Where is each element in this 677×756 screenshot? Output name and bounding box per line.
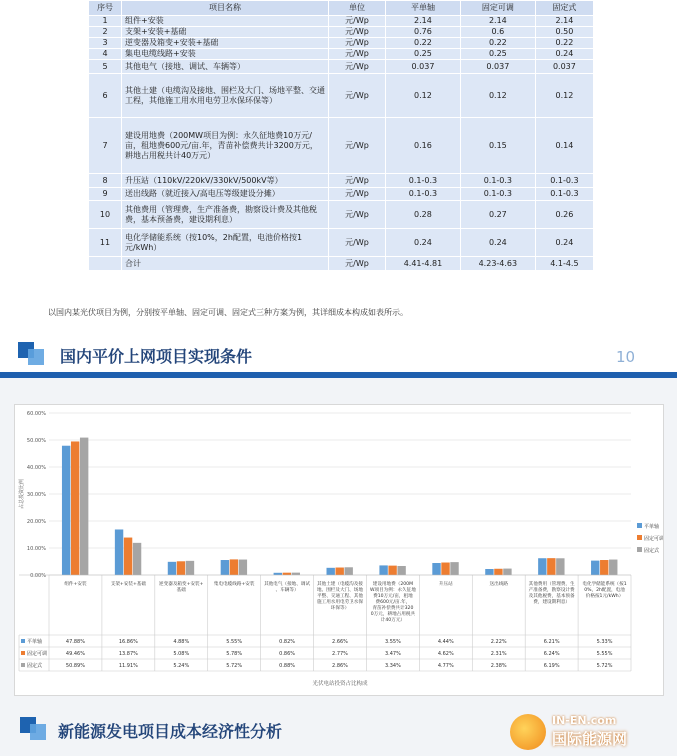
- row-name: 送出线路（就近接入/高电压等级建设分摊）: [122, 188, 329, 201]
- data-label: 5.78%: [226, 651, 243, 657]
- legend-swatch: [637, 523, 642, 528]
- legend-swatch: [637, 547, 642, 552]
- table-row: [89, 257, 594, 271]
- section-square-icon-accent: [30, 724, 46, 740]
- row-name: 升压站（110kV/220kV/330kV/500kV等）: [122, 174, 329, 188]
- row-value-a: 0.1-0.3: [386, 174, 461, 188]
- category-label: 其他电气（接地、调试、车辆等）: [264, 582, 311, 593]
- row-name: 合计: [122, 257, 329, 271]
- row-unit: 元/Wp: [329, 60, 386, 74]
- data-label: 4.88%: [173, 639, 190, 645]
- row-unit: 元/Wp: [329, 229, 386, 257]
- row-value-c: 0.1-0.3: [535, 188, 593, 201]
- table-series-name: 固定式: [27, 663, 43, 669]
- note-text: 以国内某光伏项目为例，分别按平单轴、固定可调、固定式三种方案为例，其详细成本构成如表所示。: [48, 308, 408, 317]
- category-label: 其他土建（电缆沟及接地、围栏及大门、场地平整、交通工程、其他施工用水用电劳卫水保环保等）: [317, 582, 363, 611]
- data-label: 49.46%: [65, 651, 85, 657]
- y-tick-label: 40.00%: [26, 465, 46, 471]
- bar: [485, 569, 493, 575]
- data-label: 4.77%: [437, 663, 454, 669]
- table-row: [89, 201, 594, 229]
- row-value-b: 0.1-0.3: [460, 174, 535, 188]
- chart-slide: [0, 378, 677, 756]
- data-label: 2.22%: [490, 639, 507, 645]
- bar: [397, 566, 405, 575]
- table-legend-swatch: [21, 651, 25, 655]
- header-no: 序号: [89, 1, 122, 16]
- row-number: 8: [89, 174, 122, 188]
- data-label: 0.86%: [279, 651, 296, 657]
- table-legend-swatch: [21, 663, 25, 667]
- row-name: 其他费用（管理费，生产准备费，勘察设计费及其他税费，基本预备费，建设期利息）: [122, 201, 329, 229]
- logo-text-en: IN-EN.com: [552, 714, 617, 727]
- row-value-b: 2.14: [460, 16, 535, 27]
- data-label: 5.08%: [173, 651, 190, 657]
- header-c: 固定式: [535, 1, 593, 16]
- row-value-c: 0.24: [535, 49, 593, 60]
- legend-label: 固定可调: [644, 536, 663, 542]
- table-row: [89, 27, 594, 38]
- y-tick-label: 30.00%: [26, 492, 46, 498]
- table-series-name: 固定可调: [27, 651, 48, 657]
- row-number: 5: [89, 60, 122, 74]
- bar: [379, 565, 387, 575]
- y-tick-label: 60.00%: [26, 411, 46, 417]
- row-unit: 元/Wp: [329, 38, 386, 49]
- bar: [609, 560, 617, 575]
- bar: [450, 562, 458, 575]
- row-number: 3: [89, 38, 122, 49]
- row-unit: 元/Wp: [329, 74, 386, 118]
- row-number: 2: [89, 27, 122, 38]
- bar-chart: [15, 405, 663, 695]
- category-label: 其他费用（管理费，生产准备费，勘察设计费及其他税费，基本预备费，建设期利息）: [528, 582, 575, 605]
- row-value-a: 0.16: [386, 118, 461, 174]
- row-unit: 元/Wp: [329, 118, 386, 174]
- category-label: 送出线路: [489, 582, 508, 587]
- table-row: [89, 229, 594, 257]
- row-unit: 元/Wp: [329, 49, 386, 60]
- section-title-2: 新能源发电项目成本经济性分析: [58, 722, 283, 741]
- data-label: 16.86%: [118, 639, 138, 645]
- data-label: 2.38%: [490, 663, 507, 669]
- row-value-c: 0.12: [535, 74, 593, 118]
- data-label: 6.24%: [543, 651, 560, 657]
- category-label: 组件+安装: [64, 582, 87, 587]
- bar: [115, 529, 123, 575]
- row-value-c: 0.24: [535, 229, 593, 257]
- row-value-b: 0.6: [460, 27, 535, 38]
- table-row: [89, 16, 594, 27]
- legend-swatch: [637, 535, 642, 540]
- data-label: 13.87%: [118, 651, 138, 657]
- row-value-c: 2.14: [535, 16, 593, 27]
- row-value-b: 0.25: [460, 49, 535, 60]
- bar: [547, 558, 555, 575]
- row-unit: 元/Wp: [329, 174, 386, 188]
- row-name: 建设用地费（200MW项目为例：永久征地费10万元/亩，租地费600元/亩.年，青苗补偿费共计3200万元，耕地占用税共计40万元）: [122, 118, 329, 174]
- row-name: 逆变器及箱变+安装+基础: [122, 38, 329, 49]
- table-row: [89, 188, 594, 201]
- row-value-a: 0.12: [386, 74, 461, 118]
- row-number: 7: [89, 118, 122, 174]
- row-name: 组件+安装: [122, 16, 329, 27]
- row-value-c: 4.1-4.5: [535, 257, 593, 271]
- x-axis-label: 光伏电站投资占比构成: [312, 681, 368, 687]
- bar: [503, 569, 511, 575]
- bar: [600, 560, 608, 575]
- data-label: 11.91%: [118, 663, 138, 669]
- logo-text-cn: 国际能源网: [552, 730, 628, 748]
- y-tick-label: 0.00%: [30, 573, 46, 579]
- bar: [168, 562, 176, 575]
- bar: [177, 561, 185, 575]
- bar: [538, 558, 546, 575]
- bar: [336, 568, 344, 575]
- bar: [230, 559, 238, 575]
- row-name: 电化学储能系统（按10%，2h配置，电池价格按1元/kWh）: [122, 229, 329, 257]
- row-value-b: 0.037: [460, 60, 535, 74]
- data-label: 5.55%: [596, 651, 613, 657]
- row-value-a: 4.41-4.81: [386, 257, 461, 271]
- bar: [283, 573, 291, 575]
- row-value-b: 0.24: [460, 229, 535, 257]
- data-label: 6.21%: [543, 639, 560, 645]
- row-name: 其他土建（电缆沟及接地、围栏及大门、场地平整、交通工程，其他施工用水用电劳卫水保环保等）: [122, 74, 329, 118]
- bar: [591, 561, 599, 575]
- table-row: [89, 174, 594, 188]
- section-title: 国内平价上网项目实现条件: [60, 347, 253, 366]
- row-number: 10: [89, 201, 122, 229]
- data-label: 4.62%: [437, 651, 454, 657]
- table-series-name: 平单轴: [27, 639, 43, 645]
- table-row: [89, 118, 594, 174]
- header-b: 固定可调: [460, 1, 535, 16]
- row-number: 9: [89, 188, 122, 201]
- row-value-a: 0.037: [386, 60, 461, 74]
- category-label: 集电电缆线路+安装: [213, 582, 255, 587]
- row-value-b: 0.12: [460, 74, 535, 118]
- bar: [327, 568, 335, 575]
- row-value-a: 0.1-0.3: [386, 188, 461, 201]
- data-label: 5.33%: [596, 639, 613, 645]
- row-name: 其他电气（接地、调试、车辆等）: [122, 60, 329, 74]
- sun-logo-icon: [510, 714, 546, 750]
- row-value-c: 0.50: [535, 27, 593, 38]
- bar: [292, 573, 300, 575]
- row-value-a: 0.28: [386, 201, 461, 229]
- bar: [388, 566, 396, 575]
- data-label: 3.55%: [384, 639, 401, 645]
- row-name: 集电电缆线路+安装: [122, 49, 329, 60]
- row-value-a: 2.14: [386, 16, 461, 27]
- section-square-icon-accent: [28, 349, 44, 365]
- table-row: [89, 74, 594, 118]
- y-axis-label: 占总投资比例: [19, 478, 25, 510]
- data-label: 0.82%: [279, 639, 296, 645]
- bar: [441, 563, 449, 575]
- header-a: 平单轴: [386, 1, 461, 16]
- row-value-c: 0.037: [535, 60, 593, 74]
- cost-table: [88, 0, 594, 271]
- bar: [274, 573, 282, 575]
- row-value-b: 0.1-0.3: [460, 188, 535, 201]
- category-label: 建设用地费（200M W项目为例：永久征地费10万元/亩，租地费600元/亩.年，青苗补偿费共计320 0万元，耕地占用税共计40万元）: [369, 582, 416, 623]
- row-value-a: 0.25: [386, 49, 461, 60]
- row-value-a: 0.24: [386, 229, 461, 257]
- page-number: 10: [616, 348, 636, 366]
- data-label: 4.44%: [437, 639, 454, 645]
- legend-label: 平单轴: [644, 524, 660, 530]
- row-unit: 元/Wp: [329, 201, 386, 229]
- data-label: 50.89%: [65, 663, 85, 669]
- row-value-c: 0.1-0.3: [535, 174, 593, 188]
- table-row: [89, 38, 594, 49]
- row-value-a: 0.22: [386, 38, 461, 49]
- bar: [345, 567, 353, 575]
- row-value-c: 0.26: [535, 201, 593, 229]
- top-slide: [0, 0, 677, 374]
- bar: [556, 558, 564, 575]
- bar: [494, 569, 502, 575]
- row-value-c: 0.22: [535, 38, 593, 49]
- category-label: 电化学储能系统（按1 0%，2h配置，电池价格按1元/kWh）: [582, 582, 627, 599]
- row-value-b: 0.15: [460, 118, 535, 174]
- data-label: 5.72%: [226, 663, 243, 669]
- category-label: 支架+安装+基础: [110, 582, 146, 587]
- data-label: 0.88%: [279, 663, 296, 669]
- header-unit: 单位: [329, 1, 386, 16]
- logo: [510, 712, 670, 752]
- row-number: 6: [89, 74, 122, 118]
- bar: [432, 563, 440, 575]
- table-row: [89, 60, 594, 74]
- legend-label: 固定式: [644, 548, 660, 554]
- data-label: 5.55%: [226, 639, 243, 645]
- row-number: 1: [89, 16, 122, 27]
- bar: [80, 438, 88, 575]
- category-label: 逆变器及箱变+安装+基础: [159, 582, 204, 593]
- header-name: 项目名称: [122, 1, 329, 16]
- bar: [133, 543, 141, 575]
- data-label: 2.31%: [490, 651, 507, 657]
- bar: [124, 538, 132, 575]
- y-tick-label: 50.00%: [26, 438, 46, 444]
- table-legend-swatch: [21, 639, 25, 643]
- table-row: [89, 49, 594, 60]
- row-number: 11: [89, 229, 122, 257]
- bar: [71, 441, 79, 575]
- row-number: [89, 257, 122, 271]
- data-label: 6.19%: [543, 663, 560, 669]
- row-value-a: 0.76: [386, 27, 461, 38]
- bar: [186, 561, 194, 575]
- row-value-c: 0.14: [535, 118, 593, 174]
- y-tick-label: 20.00%: [26, 519, 46, 525]
- row-value-b: 4.23-4.63: [460, 257, 535, 271]
- row-name: 支架+安装+基础: [122, 27, 329, 38]
- cost-table-header: [89, 1, 594, 16]
- data-label: 2.86%: [332, 663, 348, 669]
- row-unit: 元/Wp: [329, 188, 386, 201]
- bar: [221, 560, 229, 575]
- row-number: 4: [89, 49, 122, 60]
- row-value-b: 0.22: [460, 38, 535, 49]
- data-label: 3.34%: [384, 663, 401, 669]
- data-label: 5.24%: [173, 663, 190, 669]
- row-unit: 元/Wp: [329, 16, 386, 27]
- data-label: 2.66%: [332, 639, 348, 645]
- chart-container: [14, 404, 664, 696]
- bar: [239, 560, 247, 575]
- data-label: 47.88%: [65, 639, 85, 645]
- row-unit: 元/Wp: [329, 27, 386, 38]
- bar: [62, 446, 70, 575]
- row-value-b: 0.27: [460, 201, 535, 229]
- row-unit: 元/Wp: [329, 257, 386, 271]
- category-label: 升压站: [438, 582, 453, 587]
- data-label: 3.47%: [384, 651, 401, 657]
- data-label: 5.72%: [596, 663, 613, 669]
- y-tick-label: 10.00%: [26, 546, 46, 552]
- data-label: 2.77%: [332, 651, 348, 657]
